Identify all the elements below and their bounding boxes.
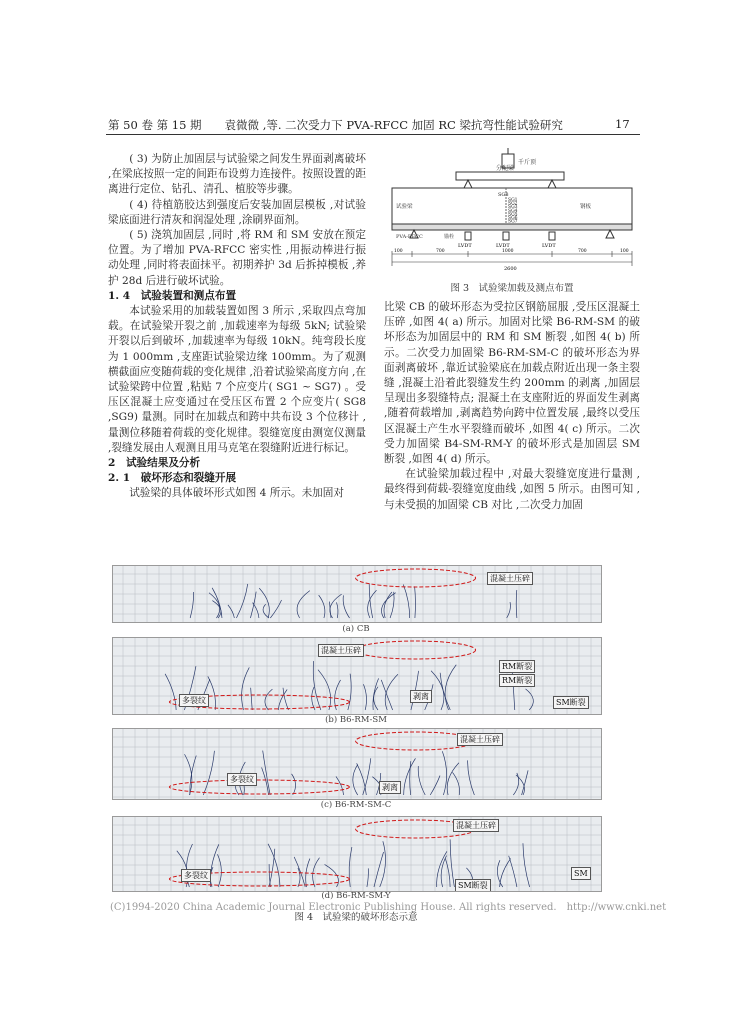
crack-line	[363, 758, 371, 795]
lvdt-label: LVDT	[458, 243, 472, 249]
total-length-label: 2600	[504, 266, 517, 272]
reinforcement-layer-shape	[392, 224, 632, 230]
crack-line	[318, 670, 331, 710]
crack-line	[418, 766, 425, 795]
section-heading: 2 试验结果及分析	[108, 457, 201, 470]
crack-line	[442, 751, 446, 795]
annotation-tag: 多裂纹	[179, 694, 209, 707]
annotation-tag: 混凝土压碎	[457, 733, 503, 746]
crack-line	[353, 765, 358, 795]
anchor-label: 锚栓	[444, 234, 455, 240]
crack-line	[380, 841, 386, 887]
crack-line	[374, 852, 384, 887]
header-rule	[106, 134, 640, 135]
figure-4-caption: 图 4 试验梁的破坏形态示意	[294, 912, 418, 923]
crack-line	[513, 773, 518, 795]
crack-line	[319, 595, 325, 618]
annotation-tag: 多裂纹	[227, 773, 257, 786]
crack-line	[270, 600, 281, 618]
sg-top-label: SG8	[498, 192, 509, 198]
figure-4b-photo	[112, 637, 602, 715]
crack-line	[526, 689, 534, 710]
annotation-tag: 剥离	[379, 781, 401, 794]
crack-line	[312, 687, 315, 710]
sg-label: SG7	[508, 219, 518, 225]
copyright-footer: (C)1994-2020 China Academic Journal Electronic Publishing House. All rights reserved. http://www.cnki.net	[110, 902, 667, 913]
crack-line	[337, 602, 338, 618]
layer-label: PVA-RFCC	[396, 234, 423, 240]
highlight-ellipse	[356, 569, 476, 587]
lvdt-label: LVDT	[496, 243, 510, 249]
annotation-tag: 混凝土压碎	[487, 572, 533, 585]
crack-line	[431, 671, 444, 710]
crack-line	[357, 763, 367, 795]
dim-label: 700	[436, 249, 445, 254]
annotation-tag: 混凝土压碎	[318, 644, 364, 657]
paragraph: ( 3) 为防止加固层与试验梁之间发生界面剥离破坏 ,在梁底按照一定的间距布设剪力连接件。按照设置的距离进行定位、钻孔、清孔、植胶等步骤。	[108, 153, 366, 196]
crack-line	[450, 839, 454, 887]
figure-4d-photo	[112, 816, 602, 892]
page-number: 17	[615, 117, 630, 131]
highlight-ellipse	[356, 641, 476, 659]
annotation-tag: 多裂纹	[181, 869, 211, 882]
crack-line	[500, 858, 511, 887]
dim-label: 1000	[502, 249, 514, 254]
figure-4a-caption: (a) CB	[342, 624, 370, 634]
crack-line	[269, 864, 270, 887]
annotation-tag: 剥离	[410, 690, 432, 703]
sg-label: SG4	[508, 208, 518, 214]
crack-line	[313, 661, 321, 710]
paragraph: 在试验梁加载过程中 ,对最大裂缝宽度进行量测 ,最终得到荷载-裂缝宽度曲线 ,如图 5 所示。由图可知 ,与未受损的加固梁 CB 对比 ,二次受力加固	[384, 468, 640, 511]
figure-4a-photo	[112, 565, 602, 623]
crack-line	[348, 674, 351, 710]
annotation-tag: 混凝土压碎	[453, 819, 499, 832]
right-column	[384, 300, 640, 513]
beam-label: 分配梁	[496, 165, 515, 172]
crack-line	[369, 583, 372, 618]
distribution-beam-shape	[456, 172, 564, 180]
crack-line	[445, 858, 450, 887]
crack-line	[509, 856, 517, 887]
crack-line	[251, 688, 253, 710]
crack-line	[330, 594, 342, 618]
figure-4c-photo	[112, 728, 602, 800]
annotation-tag: RM断裂	[499, 660, 535, 673]
crack-line	[452, 772, 459, 795]
steel-plate-label: 钢板	[580, 204, 592, 210]
left-column	[108, 152, 366, 502]
crack-line	[415, 586, 416, 618]
figure-4c-caption: (c) B6-RM-SM-C	[320, 800, 392, 810]
annotation-tag: SM断裂	[553, 696, 589, 709]
crack-line	[203, 751, 214, 795]
section-heading: 2. 1 破坏形态和裂缝开展	[108, 472, 237, 485]
crack-line	[336, 776, 344, 795]
dim-label: 100	[620, 249, 629, 254]
paragraph: ( 5) 浇筑加固层 ,同时 ,将 RM 和 SM 安放在预定位置。为了增加 PVA-RFCC 密实性 ,用振动棒进行振动处理 ,同时将表面抹平。初期养护 3d 后拆掉模板 ,养护 28d 后进行破坏试验。	[108, 229, 366, 287]
loading-setup-svg	[384, 148, 640, 276]
paragraph: 本试验采用的加载装置如图 3 所示 ,采取四点弯加载。在试验梁开裂之前 ,加载速率为每级 5kN; 试验梁开裂以后到破坏 ,加载速率为每级 10kN。纯弯段长度为 1 000mm ,支座距试验梁边缘 100mm。为了观测横截面应变随荷载的变化规律 ,沿着试验梁高度方向 ,在试验梁跨中位置 ,粘贴 7 个应变片( SG1 ~ SG7) 。受压区混凝土应变通过在受压区布置 2 个应变片( SG8 ,SG9) 量测。同时在加载点和跨中共布设 3 个位移计 ,量测位移随着荷载的变化规律。裂缝宽度由测宽仪测量 ,裂缝发展由人观测且用马克笔在裂缝附近进行标记。	[108, 305, 366, 454]
figure-4b-caption: (b) B6-RM-SM	[325, 715, 387, 725]
crack-line	[374, 687, 378, 710]
figure-3-diagram	[384, 148, 640, 276]
sg-label: SG5	[508, 212, 518, 218]
crack-line	[343, 595, 349, 618]
crack-line	[313, 858, 320, 887]
annotation-tag: RM断裂	[499, 674, 535, 687]
crack-line	[447, 763, 459, 795]
figure-3-caption: 图 3 试验梁加载及测点布置	[450, 283, 574, 294]
paragraph: ( 4) 待植筋胶达到强度后安装加固层模板 ,对试验梁底面进行清灰和润湿处理 ,涂刷界面剂。	[108, 198, 366, 226]
crack-line	[349, 847, 352, 887]
sg-label: SG1	[508, 198, 518, 203]
paragraph: 比梁 CB 的破坏形态为受拉区钢筋屈服 ,受压区混凝土压碎 ,如图 4( a) 所示。加固对比梁 B6-RM-SM 的破坏形态为加固层中的 RM 和 SM 断裂 ,如图 4( b) 所示。二次受力加固梁 B6-RM-SM-C 的破坏形态为界面剥离破坏 ,靠近试验梁底在加载点附近出现一条主裂缝 ,混凝土沿着此裂缝发生约 200mm 的剥离 ,加固层呈现出多裂缝特点; 混凝土在支座附近的界面发生剥离 ,随着荷载增加 ,剥离趋势向跨中位置发展 ,最终以受压区混凝土产生水平裂缝而破坏 ,如图 4( c) 所示。二次受力加固梁 B4-SM-RM-Y 的破坏形式是加固层 SM 断裂 ,如图 4( d) 所示。	[384, 301, 640, 466]
crack-line	[236, 584, 247, 618]
crack-line	[217, 854, 221, 887]
crack-line	[445, 665, 456, 710]
crack-line	[516, 775, 525, 795]
crack-line	[403, 585, 409, 618]
crack-line	[278, 689, 287, 710]
crack-line	[367, 868, 368, 887]
section-heading: 1. 4 试验装置和测点布置	[108, 289, 237, 302]
sg-label: SG2	[508, 201, 518, 207]
crack-line	[210, 844, 218, 887]
crack-line	[185, 754, 192, 795]
annotation-tag: SM断裂	[455, 879, 491, 892]
annotation-tag: SM	[571, 867, 591, 880]
jack-label: 千斤顶	[518, 159, 537, 166]
paragraph: 试验梁的具体破坏形式如图 4 所示。未加固对	[129, 487, 344, 500]
dim-label: 100	[394, 249, 403, 254]
sg-label: SG6	[508, 216, 518, 221]
running-header: 第 50 卷 第 15 期 袁微微 ,等. 二次受力下 PVA-RFCC 加固 RC 梁抗弯性能试验研究	[108, 118, 563, 132]
crack-line	[263, 604, 269, 618]
crack-line	[373, 678, 379, 710]
crack-line	[265, 689, 272, 710]
figure-4d-caption: (d) B6-RM-SM-Y	[321, 891, 391, 901]
dim-label: 700	[578, 249, 587, 254]
crack-line	[242, 667, 250, 710]
test-beam-label: 试验梁	[396, 204, 413, 210]
lvdt-label: LVDT	[542, 243, 556, 249]
sg-label: SG3	[508, 205, 518, 211]
